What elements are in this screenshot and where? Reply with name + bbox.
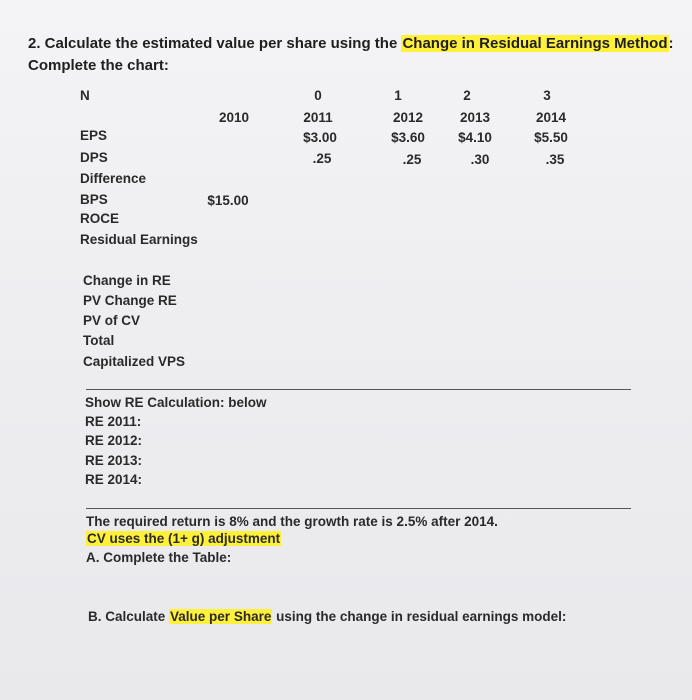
row-label-change-in-re: Change in RE: [83, 273, 171, 288]
question-heading: [28, 33, 683, 77]
re-calc-2013: RE 2013:: [85, 453, 143, 468]
eps-2011: $3.00: [303, 130, 337, 145]
row-label-dps: DPS: [80, 150, 108, 165]
re-calc-2014: RE 2014:: [85, 472, 143, 487]
part-b-instruction: [88, 609, 566, 624]
n-value-2: 2: [463, 88, 471, 103]
row-label-difference: Difference: [80, 171, 147, 186]
re-calc-2012: RE 2012:: [85, 433, 143, 448]
year-2012: 2012: [392, 110, 424, 125]
divider-2: [86, 508, 631, 509]
n-value-1: 1: [394, 88, 402, 103]
year-2011: 2011: [303, 110, 333, 125]
part-b-suffix: using the change in residual earnings model:: [272, 609, 567, 624]
row-label-total: Total: [83, 333, 115, 348]
dps-2013: .30: [470, 152, 490, 167]
question-highlight: Change in Residual Earnings Method: [402, 35, 668, 52]
row-label-capitalized-vps: Capitalized VPS: [83, 354, 186, 369]
n-label: N: [80, 88, 90, 103]
assumption-cv-highlight: CV uses the (1+ g) adjustment: [87, 531, 281, 546]
row-label-pv-of-cv: PV of CV: [83, 313, 141, 328]
row-label-bps: BPS: [80, 192, 108, 207]
row-label-roce: ROCE: [80, 211, 120, 226]
question-suffix: : Complete the chart:: [28, 35, 674, 74]
part-b-highlight: Value per Share: [170, 609, 272, 624]
row-label-residual-earnings: Residual Earnings: [80, 232, 198, 247]
year-base: 2010: [218, 110, 250, 125]
n-value-0: 0: [314, 88, 322, 103]
row-label-eps: EPS: [80, 128, 108, 143]
eps-2014: $5.50: [534, 130, 568, 145]
year-2014: 2014: [535, 110, 567, 125]
dps-2011: .25: [312, 151, 332, 166]
dps-2012: .25: [402, 152, 422, 167]
bps-2010: $15.00: [207, 193, 249, 208]
n-value-3: 3: [543, 88, 551, 103]
dps-2014: .35: [545, 152, 565, 167]
divider-1: [86, 389, 631, 390]
part-a-instruction: A. Complete the Table:: [86, 550, 232, 565]
eps-2012: $3.60: [391, 130, 425, 145]
part-b-prefix: B. Calculate: [88, 609, 170, 624]
re-calc-title: Show RE Calculation: below: [85, 395, 267, 410]
re-calc-2011: RE 2011:: [85, 414, 142, 429]
row-label-pv-change-re: PV Change RE: [83, 293, 177, 308]
assumption-cv-adjustment: [86, 531, 281, 546]
assumption-rates: The required return is 8% and the growth rate is 2.5% after 2014.: [86, 514, 498, 529]
eps-2013: $4.10: [458, 130, 492, 145]
question-prefix: 2. Calculate the estimated value per share using the: [28, 35, 402, 52]
year-2013: 2013: [459, 110, 491, 125]
